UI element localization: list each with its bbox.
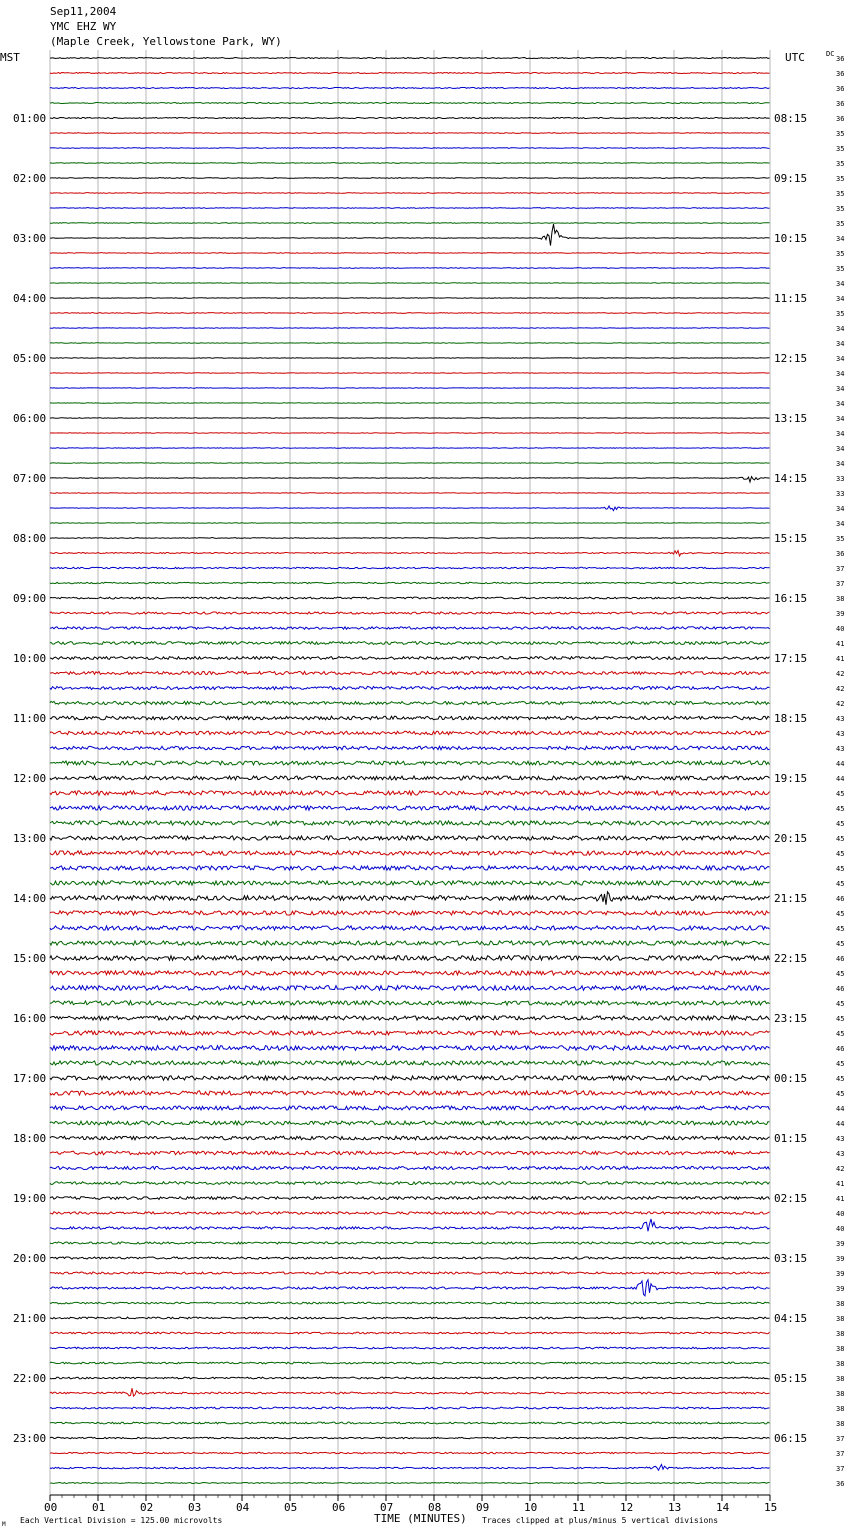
- dc-value: 38: [836, 1405, 845, 1413]
- dc-value: 36: [836, 85, 845, 93]
- trace-rows: [50, 57, 770, 1483]
- trace-line: [50, 433, 770, 434]
- chart-date: Sep11,2004: [50, 5, 117, 18]
- dc-value: 46: [836, 955, 845, 963]
- trace-line: [50, 253, 770, 254]
- dc-value: 43: [836, 1135, 845, 1143]
- trace-line: [50, 268, 770, 269]
- right-hour-label: 12:15: [774, 352, 808, 365]
- dc-value: 40: [836, 1210, 845, 1218]
- trace-line: [50, 791, 770, 795]
- left-hour-label: 20:00: [13, 1252, 47, 1265]
- trace-line: [50, 1001, 770, 1005]
- dc-value: 42: [836, 1165, 845, 1173]
- trace-line: [50, 1182, 770, 1185]
- trace-line: [50, 926, 770, 930]
- trace-line: [50, 418, 770, 419]
- dc-value: 41: [836, 1180, 845, 1188]
- trace-line: [50, 627, 770, 630]
- dc-value: 39: [836, 1285, 845, 1293]
- dc-value: 36: [836, 115, 845, 123]
- trace-line: [50, 1482, 770, 1483]
- trace-line: [50, 1257, 770, 1259]
- dc-value: 45: [836, 865, 845, 873]
- left-hour-label: 15:00: [13, 952, 47, 965]
- x-tick-label: 02: [140, 1501, 154, 1514]
- dc-value: 42: [836, 685, 845, 693]
- trace-line: [50, 851, 770, 855]
- trace-line: [50, 1197, 770, 1200]
- dc-value: 45: [836, 1000, 845, 1008]
- trace-line: [50, 776, 770, 780]
- dc-value: 38: [836, 595, 845, 603]
- trace-line: [50, 1016, 770, 1020]
- trace-line: [50, 821, 770, 825]
- dc-value: 37: [836, 1465, 845, 1473]
- left-hour-label: 17:00: [13, 1072, 47, 1085]
- trace-line: [50, 892, 770, 905]
- x-tick-label: 08: [428, 1501, 442, 1514]
- dc-label: DC: [826, 50, 835, 58]
- dc-value: 35: [836, 265, 845, 273]
- left-hour-label: 09:00: [13, 592, 47, 605]
- trace-line: [50, 582, 770, 583]
- chart-station: YMC EHZ WY: [50, 20, 117, 33]
- dc-value: 40: [836, 1225, 845, 1233]
- x-tick-label: 03: [188, 1501, 202, 1514]
- dc-value: 45: [836, 1060, 845, 1068]
- right-hour-label: 10:15: [774, 232, 808, 245]
- dc-value: 45: [836, 970, 845, 978]
- dc-value: 45: [836, 880, 845, 888]
- dc-value: 39: [836, 610, 845, 618]
- right-hour-label: 19:15: [774, 772, 808, 785]
- dc-value: 45: [836, 940, 845, 948]
- trace-line: [50, 388, 770, 389]
- trace-line: [50, 102, 770, 103]
- right-hour-label: 02:15: [774, 1192, 808, 1205]
- footer-mark: M: [2, 1521, 6, 1528]
- trace-line: [50, 1272, 770, 1274]
- left-hour-label: 23:00: [13, 1432, 47, 1445]
- dc-value: 38: [836, 1345, 845, 1353]
- trace-line: [50, 971, 770, 975]
- dc-value: 45: [836, 1090, 845, 1098]
- left-hour-label: 18:00: [13, 1132, 47, 1145]
- trace-line: [50, 523, 770, 524]
- right-hour-label: 21:15: [774, 892, 808, 905]
- trace-line: [50, 1046, 770, 1051]
- dc-value: 43: [836, 745, 845, 753]
- dc-value: 34: [836, 520, 845, 528]
- x-tick-label: 07: [380, 1501, 394, 1514]
- trace-line: [50, 1347, 770, 1349]
- trace-line: [50, 597, 770, 599]
- trace-line: [50, 1091, 770, 1095]
- right-hour-label: 14:15: [774, 472, 808, 485]
- trace-line: [50, 986, 770, 991]
- dc-value: 46: [836, 1045, 845, 1053]
- dc-value: 38: [836, 1315, 845, 1323]
- dc-value: 46: [836, 895, 845, 903]
- trace-line: [50, 403, 770, 404]
- chart-location: (Maple Creek, Yellowstone Park, WY): [50, 35, 282, 48]
- dc-value: 38: [836, 1390, 845, 1398]
- right-hour-label: 06:15: [774, 1432, 808, 1445]
- dc-value: 37: [836, 1450, 845, 1458]
- dc-value: 45: [836, 790, 845, 798]
- dc-value: 34: [836, 385, 845, 393]
- right-hour-label: 08:15: [774, 112, 808, 125]
- dc-value: 39: [836, 1270, 845, 1278]
- x-tick-label: 05: [284, 1501, 298, 1514]
- left-hour-label: 06:00: [13, 412, 47, 425]
- dc-value: 34: [836, 295, 845, 303]
- trace-line: [50, 148, 770, 149]
- dc-value: 38: [836, 1420, 845, 1428]
- trace-line: [50, 193, 770, 194]
- trace-line: [50, 358, 770, 359]
- trace-line: [50, 448, 770, 449]
- trace-line: [50, 881, 770, 885]
- x-tick-label: 14: [716, 1501, 730, 1514]
- dc-value: 46: [836, 985, 845, 993]
- trace-line: [50, 224, 770, 245]
- dc-value: 35: [836, 250, 845, 258]
- right-hour-label: 04:15: [774, 1312, 808, 1325]
- trace-line: [50, 746, 770, 750]
- clip-note: Traces clipped at plus/minus 5 vertical divisions: [482, 1516, 719, 1525]
- dc-value: 34: [836, 415, 845, 423]
- right-hour-label: 01:15: [774, 1132, 808, 1145]
- right-hour-label: 17:15: [774, 652, 808, 665]
- trace-line: [50, 223, 770, 224]
- dc-value: 35: [836, 220, 845, 228]
- trace-line: [50, 657, 770, 660]
- dc-value: 34: [836, 325, 845, 333]
- right-hour-label: 09:15: [774, 172, 808, 185]
- left-axis-label: MST: [0, 51, 20, 64]
- right-hour-label: 03:15: [774, 1252, 808, 1265]
- dc-value: 41: [836, 655, 845, 663]
- dc-value: 43: [836, 715, 845, 723]
- right-hour-label: 11:15: [774, 292, 808, 305]
- trace-line: [50, 313, 770, 314]
- dc-value: 36: [836, 55, 845, 63]
- left-hour-label: 19:00: [13, 1192, 47, 1205]
- dc-value: 34: [836, 235, 845, 243]
- trace-line: [50, 208, 770, 209]
- trace-line: [50, 1121, 770, 1125]
- dc-value: 35: [836, 145, 845, 153]
- dc-value: 36: [836, 1480, 845, 1488]
- dc-value: 45: [836, 835, 845, 843]
- x-tick-label: 12: [620, 1501, 634, 1514]
- trace-line: [50, 493, 770, 494]
- right-hour-label: 22:15: [774, 952, 808, 965]
- dc-value: 36: [836, 100, 845, 108]
- x-tick-label: 01: [92, 1501, 106, 1514]
- dc-value: 45: [836, 925, 845, 933]
- trace-line: [50, 538, 770, 539]
- trace-line: [50, 463, 770, 464]
- right-hour-label: 00:15: [774, 1072, 808, 1085]
- trace-line: [50, 477, 770, 482]
- trace-line: [50, 567, 770, 568]
- x-tick-label: 11: [572, 1501, 586, 1514]
- trace-line: [50, 671, 770, 674]
- trace-line: [50, 328, 770, 329]
- x-tick-label: 15: [764, 1501, 778, 1514]
- trace-line: [50, 1061, 770, 1065]
- right-hour-label: 18:15: [774, 712, 808, 725]
- dc-value: 35: [836, 190, 845, 198]
- left-hour-label: 22:00: [13, 1372, 47, 1385]
- dc-value: 34: [836, 370, 845, 378]
- trace-line: [50, 506, 770, 511]
- trace-line: [50, 178, 770, 179]
- dc-value: 34: [836, 505, 845, 513]
- trace-line: [50, 956, 770, 961]
- right-hour-label: 15:15: [774, 532, 808, 545]
- dc-value: 44: [836, 775, 845, 783]
- dc-value: 39: [836, 1240, 845, 1248]
- trace-line: [50, 373, 770, 374]
- trace-line: [50, 57, 770, 58]
- trace-line: [50, 133, 770, 134]
- trace-line: [50, 87, 770, 88]
- left-hour-label: 12:00: [13, 772, 47, 785]
- dc-value: 34: [836, 445, 845, 453]
- left-hour-label: 13:00: [13, 832, 47, 845]
- left-hour-label: 08:00: [13, 532, 47, 545]
- trace-line: [50, 1388, 770, 1396]
- dc-value: 35: [836, 160, 845, 168]
- dc-value: 45: [836, 1015, 845, 1023]
- trace-line: [50, 761, 770, 765]
- dc-value: 45: [836, 850, 845, 858]
- left-hour-label: 02:00: [13, 172, 47, 185]
- left-hour-label: 07:00: [13, 472, 47, 485]
- trace-line: [50, 836, 770, 840]
- trace-line: [50, 1317, 770, 1319]
- dc-value: 38: [836, 1360, 845, 1368]
- trace-line: [50, 1106, 770, 1110]
- trace-line: [50, 1437, 770, 1438]
- dc-value: 35: [836, 130, 845, 138]
- trace-line: [50, 1076, 770, 1080]
- x-tick-label: 00: [44, 1501, 58, 1514]
- right-axis-label: UTC: [785, 51, 805, 64]
- x-tick-label: 04: [236, 1501, 250, 1514]
- trace-line: [50, 163, 770, 164]
- x-tick-label: 06: [332, 1501, 346, 1514]
- trace-line: [50, 612, 770, 614]
- dc-value: 34: [836, 280, 845, 288]
- right-hour-label: 05:15: [774, 1372, 808, 1385]
- trace-line: [50, 1422, 770, 1424]
- trace-line: [50, 1212, 770, 1215]
- trace-line: [50, 1302, 770, 1304]
- left-hour-label: 04:00: [13, 292, 47, 305]
- right-hour-label: 13:15: [774, 412, 808, 425]
- dc-value: 33: [836, 475, 845, 483]
- dc-value: 36: [836, 70, 845, 78]
- dc-value: 35: [836, 310, 845, 318]
- dc-value: 35: [836, 175, 845, 183]
- trace-line: [50, 117, 770, 118]
- dc-value: 43: [836, 1150, 845, 1158]
- dc-value: 39: [836, 1255, 845, 1263]
- dc-value: 34: [836, 460, 845, 468]
- dc-value: 35: [836, 535, 845, 543]
- left-hour-label: 03:00: [13, 232, 47, 245]
- dc-value: 34: [836, 340, 845, 348]
- trace-line: [50, 1166, 770, 1169]
- dc-value: 44: [836, 760, 845, 768]
- trace-line: [50, 298, 770, 299]
- trace-line: [50, 551, 770, 556]
- dc-value: 42: [836, 670, 845, 678]
- trace-line: [50, 941, 770, 945]
- trace-line: [50, 806, 770, 810]
- trace-line: [50, 1465, 770, 1471]
- trace-line: [50, 866, 770, 870]
- x-axis-label: TIME (MINUTES): [374, 1512, 467, 1525]
- dc-value: 34: [836, 400, 845, 408]
- trace-line: [50, 731, 770, 735]
- dc-value: 34: [836, 430, 845, 438]
- dc-value: 37: [836, 565, 845, 573]
- dc-value: 35: [836, 205, 845, 213]
- trace-line: [50, 1280, 770, 1296]
- trace-line: [50, 1151, 770, 1155]
- right-hour-label: 16:15: [774, 592, 808, 605]
- trace-line: [50, 1452, 770, 1453]
- trace-line: [50, 686, 770, 689]
- dc-value: 34: [836, 355, 845, 363]
- right-hour-label: 20:15: [774, 832, 808, 845]
- dc-value: 43: [836, 730, 845, 738]
- x-tick-label: 13: [668, 1501, 682, 1514]
- trace-line: [50, 716, 770, 720]
- dc-value: 44: [836, 1120, 845, 1128]
- trace-line: [50, 1242, 770, 1244]
- dc-value: 45: [836, 1030, 845, 1038]
- trace-line: [50, 1219, 770, 1231]
- dc-value: 38: [836, 1375, 845, 1383]
- trace-line: [50, 911, 770, 915]
- x-tick-label: 09: [476, 1501, 490, 1514]
- dc-value: 33: [836, 490, 845, 498]
- left-hour-label: 16:00: [13, 1012, 47, 1025]
- left-hour-label: 14:00: [13, 892, 47, 905]
- left-hour-label: 01:00: [13, 112, 47, 125]
- right-hour-label: 23:15: [774, 1012, 808, 1025]
- trace-line: [50, 701, 770, 704]
- dc-value: 45: [836, 805, 845, 813]
- dc-value: 41: [836, 640, 845, 648]
- dc-value: 45: [836, 820, 845, 828]
- dc-value: 37: [836, 1435, 845, 1443]
- left-hour-label: 21:00: [13, 1312, 47, 1325]
- trace-line: [50, 1377, 770, 1379]
- scale-note: Each Vertical Division = 125.00 microvolts: [20, 1516, 223, 1525]
- dc-value: 37: [836, 580, 845, 588]
- dc-value: 44: [836, 1105, 845, 1113]
- left-hour-label: 11:00: [13, 712, 47, 725]
- trace-line: [50, 1362, 770, 1364]
- trace-line: [50, 1136, 770, 1140]
- dc-value: 45: [836, 910, 845, 918]
- dc-value: 38: [836, 1300, 845, 1308]
- dc-value: 40: [836, 625, 845, 633]
- axis-labels: [0, 50, 844, 1528]
- trace-line: [50, 343, 770, 344]
- left-hour-label: 10:00: [13, 652, 47, 665]
- trace-line: [50, 1031, 770, 1035]
- trace-line: [50, 1332, 770, 1334]
- trace-line: [50, 642, 770, 645]
- dc-value: 45: [836, 1075, 845, 1083]
- dc-value: 41: [836, 1195, 845, 1203]
- dc-value: 42: [836, 700, 845, 708]
- x-tick-label: 10: [524, 1501, 538, 1514]
- dc-value: 38: [836, 1330, 845, 1338]
- trace-line: [50, 283, 770, 284]
- trace-line: [50, 1407, 770, 1409]
- trace-line: [50, 72, 770, 73]
- left-hour-label: 05:00: [13, 352, 47, 365]
- dc-value: 36: [836, 550, 845, 558]
